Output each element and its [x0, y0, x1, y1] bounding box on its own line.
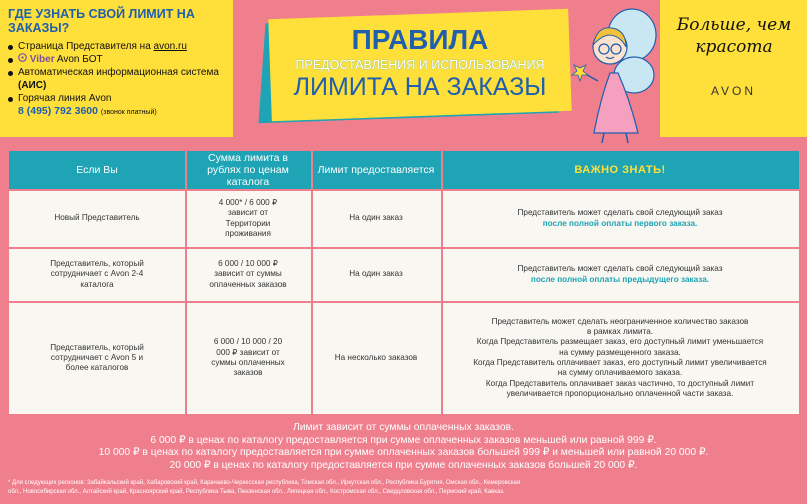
fairy-illustration [560, 5, 660, 145]
avon-site-link[interactable]: avon.ru [153, 41, 187, 52]
brand-box [660, 0, 807, 137]
title-bottom: ЛИМИТА НА ЗАКАЗЫ [293, 73, 547, 101]
note-accent: после полной оплаты предыдущего заказа. [530, 274, 710, 284]
bullet-icon [8, 45, 13, 50]
ais-text: Автоматическая информационная система [18, 67, 219, 78]
header-who: Если Вы [76, 164, 118, 176]
header-limit: Лимит предоставляется [317, 164, 435, 176]
table-header-row [9, 151, 799, 189]
note-line: на сумму размещенного заказа. [559, 347, 681, 357]
cell-note [441, 190, 799, 247]
info-item-viber [8, 53, 232, 66]
cell-note [441, 302, 799, 414]
note-line: Когда Представитель размещает заказ, его доступный лимит уменьшается [476, 337, 764, 347]
hotline-text: Горячая линия Avon [18, 93, 112, 104]
fine-print: * Для следующих регионов: Забайкальский край, Хабаровский край, Карачаево-Черкесская республика, Томская обл., Иркутская обл., Республика Бурятия, Омская обл., Кемеровская обл., Новосибирская обл., Алтайский край, Красноярский край, Республика Тыва, Пензенская обл., Липецкая обл., Костромская обл., Свердловская обл., Пермский край, Кавказ. [8, 480, 521, 495]
phone-note: (звонок платный) [100, 109, 157, 116]
footer-line: 6 000 ₽ в ценах по каталогу предоставляется при сумме оплаченных заказов меньшей или равной 999 ₽. [150, 434, 657, 446]
note-line: Когда Представитель оплачивает заказ частично, то доступный лимит [485, 378, 755, 388]
title-sub: ПРЕДОСТАВЛЕНИЯ И ИСПОЛЬЗОВАНИЯ [295, 58, 545, 72]
cell-sum: 4 000* / 6 000 ₽ зависит от Территории проживания [218, 197, 278, 238]
header-important: ВАЖНО ЗНАТЬ! [574, 164, 666, 176]
hotline-phone [8, 105, 232, 119]
cell-limit: На один заказ [349, 213, 403, 223]
note-line: на сумму оплачиваемого заказа. [557, 368, 683, 378]
footer-notes [0, 422, 807, 472]
info-item-text: Страница Представителя на [18, 41, 154, 52]
cell-note [441, 248, 799, 301]
note-text: Представитель может сделать свой следующий заказ [517, 264, 723, 274]
info-item-rep-page [8, 40, 232, 53]
bullet-icon [8, 97, 13, 102]
cell-sum: 6 000 / 10 000 ₽ зависит от суммы оплаченных заказов [209, 259, 287, 289]
cell-who: Представитель, который сотрудничает с Avon 2-4 каталога [50, 259, 144, 289]
limit-rules-table [9, 151, 799, 414]
info-item-hotline [8, 92, 232, 105]
ais-abbr: (АИС) [18, 80, 47, 91]
header-sum: Сумма лимита в рублях по ценам каталога [207, 152, 289, 188]
avon-bot-label: Avon БОТ [56, 54, 103, 65]
cell-who: Новый Представитель [54, 213, 140, 223]
footer-line: 20 000 ₽ в ценах по каталогу предоставляется при сумме оплаченных заказов большей 20 000 ₽. [169, 459, 638, 471]
limit-info-box [0, 0, 233, 137]
info-item-ais [8, 66, 232, 92]
title-text [278, 26, 562, 100]
cell-sum: 6 000 / 10 000 / 20 000 ₽ зависит от суммы оплаченных заказов [211, 337, 285, 378]
cell-limit: На один заказ [349, 269, 403, 279]
note-line: Представитель может сделать неограниченное количество заказов [491, 316, 749, 326]
bullet-icon [8, 71, 13, 76]
title-banner [262, 12, 574, 124]
note-text: Представитель может сделать свой следующий заказ [517, 208, 723, 218]
note-line: в рамках лимита. [586, 327, 654, 337]
brand-slogan: Больше, чем красота [676, 15, 792, 57]
viber-icon [18, 54, 30, 65]
note-line: увеличивается пропорционально оплаченной части заказа. [506, 388, 734, 398]
bullet-icon [8, 58, 13, 63]
title-main: ПРАВИЛА [351, 24, 489, 55]
cell-who: Представитель, который сотрудничает с Avon 5 и более каталогов [50, 342, 144, 373]
note-line: Когда Представитель оплачивает заказ, его доступный лимит увеличивается [473, 358, 767, 367]
viber-label: Viber [29, 54, 55, 65]
note-accent: после полной оплаты первого заказа. [542, 218, 698, 228]
avon-logo: AVON [710, 84, 757, 98]
phone-number: 8 (495) 792 3600 [18, 105, 98, 117]
footer-line: Лимит зависит от суммы оплаченных заказов. [293, 422, 514, 433]
info-box-title: ГДЕ УЗНАТЬ СВОЙ ЛИМИТ НА ЗАКАЗЫ? [8, 7, 195, 35]
info-box-list [8, 40, 232, 119]
footer-line: 10 000 ₽ в ценах по каталогу предоставляется при сумме оплаченных заказов большей 999 ₽ и меньшей или равной 20 000 ₽. [98, 447, 709, 458]
cell-limit: На несколько заказов [334, 352, 418, 362]
